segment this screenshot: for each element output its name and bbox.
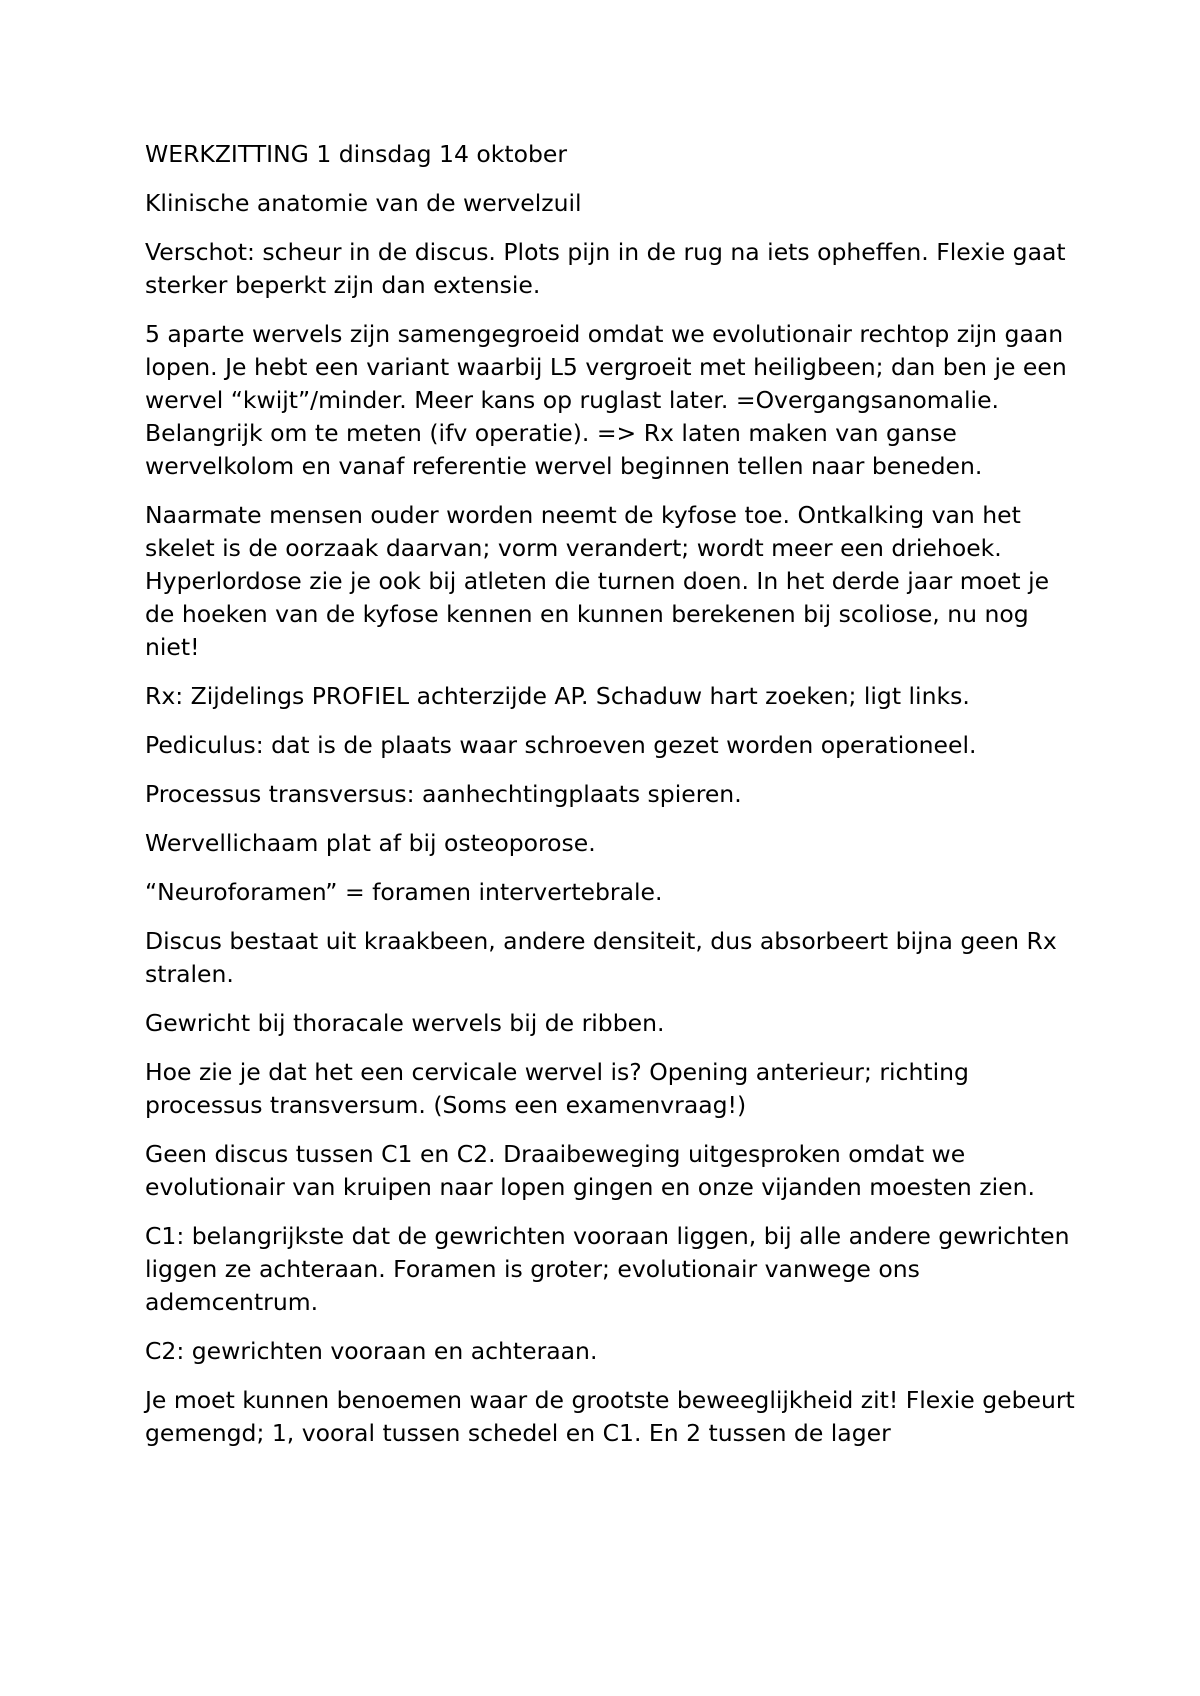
document-body: [145, 138, 1075, 1466]
paragraph-pediculus: Pediculus: dat is de plaats waar schroeven gezet worden operationeel.: [145, 731, 977, 759]
paragraph-verschot: Verschot: scheur in de discus. Plots pijn in de rug na iets opheffen. Flexie gaat sterker beperkt zijn dan extensie.: [145, 238, 1066, 299]
paragraph-c1: C1: belangrijkste dat de gewrichten vooraan liggen, bij alle andere gewrichten liggen ze achteraan. Foramen is groter; evolutionair vanwege ons ademcentrum.: [145, 1222, 1070, 1316]
document-subtitle: Klinische anatomie van de wervelzuil: [145, 189, 582, 217]
paragraph-wervellichaam: Wervellichaam plat af bij osteoporose.: [145, 829, 596, 857]
document-title: WERKZITTING 1 dinsdag 14 oktober: [145, 140, 568, 168]
paragraph-processus-transversus: Processus transversus: aanhechtingplaats spieren.: [145, 780, 742, 808]
paragraph-discus: Discus bestaat uit kraakbeen, andere densiteit, dus absorbeert bijna geen Rx stralen.: [145, 927, 1057, 988]
paragraph-kyfose: Naarmate mensen ouder worden neemt de kyfose toe. Ontkalking van het skelet is de oorzaak daarvan; vorm verandert; wordt meer een driehoek. Hyperlordose zie je ook bij atleten die turnen doen. In het derde jaar moet je de hoeken van de kyfose kennen en kunnen berekenen bij scoliose, nu nog niet!: [145, 501, 1050, 661]
paragraph-gewricht-thoracaal: Gewricht bij thoracale wervels bij de ribben.: [145, 1009, 665, 1037]
paragraph-c2: C2: gewrichten vooraan en achteraan.: [145, 1337, 598, 1365]
paragraph-beweeglijkheid: Je moet kunnen benoemen waar de grootste beweeglijkheid zit! Flexie gebeurt gemengd; 1, vooral tussen schedel en C1. En 2 tussen de lager: [145, 1386, 1075, 1447]
paragraph-rx-profiel: Rx: Zijdelings PROFIEL achterzijde AP. Schaduw hart zoeken; ligt links.: [145, 682, 970, 710]
paragraph-c1-c2-discus: Geen discus tussen C1 en C2. Draaibeweging uitgesproken omdat we evolutionair van kruipen naar lopen gingen en onze vijanden moesten zien.: [145, 1140, 1035, 1201]
paragraph-neuroforamen: “Neuroforamen” = foramen intervertebrale.: [145, 878, 663, 906]
paragraph-cervicale-wervel: Hoe zie je dat het een cervicale wervel is? Opening anterieur; richting processus transversum. (Soms een examenvraag!): [145, 1058, 969, 1119]
paragraph-overgangsanomalie: 5 aparte wervels zijn samengegroeid omdat we evolutionair rechtop zijn gaan lopen. Je hebt een variant waarbij L5 vergroeit met heiligbeen; dan ben je een wervel “kwijt”/minder. Meer kans op ruglast later. =Overgangsanomalie. Belangrijk om te meten (ifv operatie). => Rx laten maken van ganse wervelkolom en vanaf referentie wervel beginnen tellen naar beneden.: [145, 320, 1067, 480]
